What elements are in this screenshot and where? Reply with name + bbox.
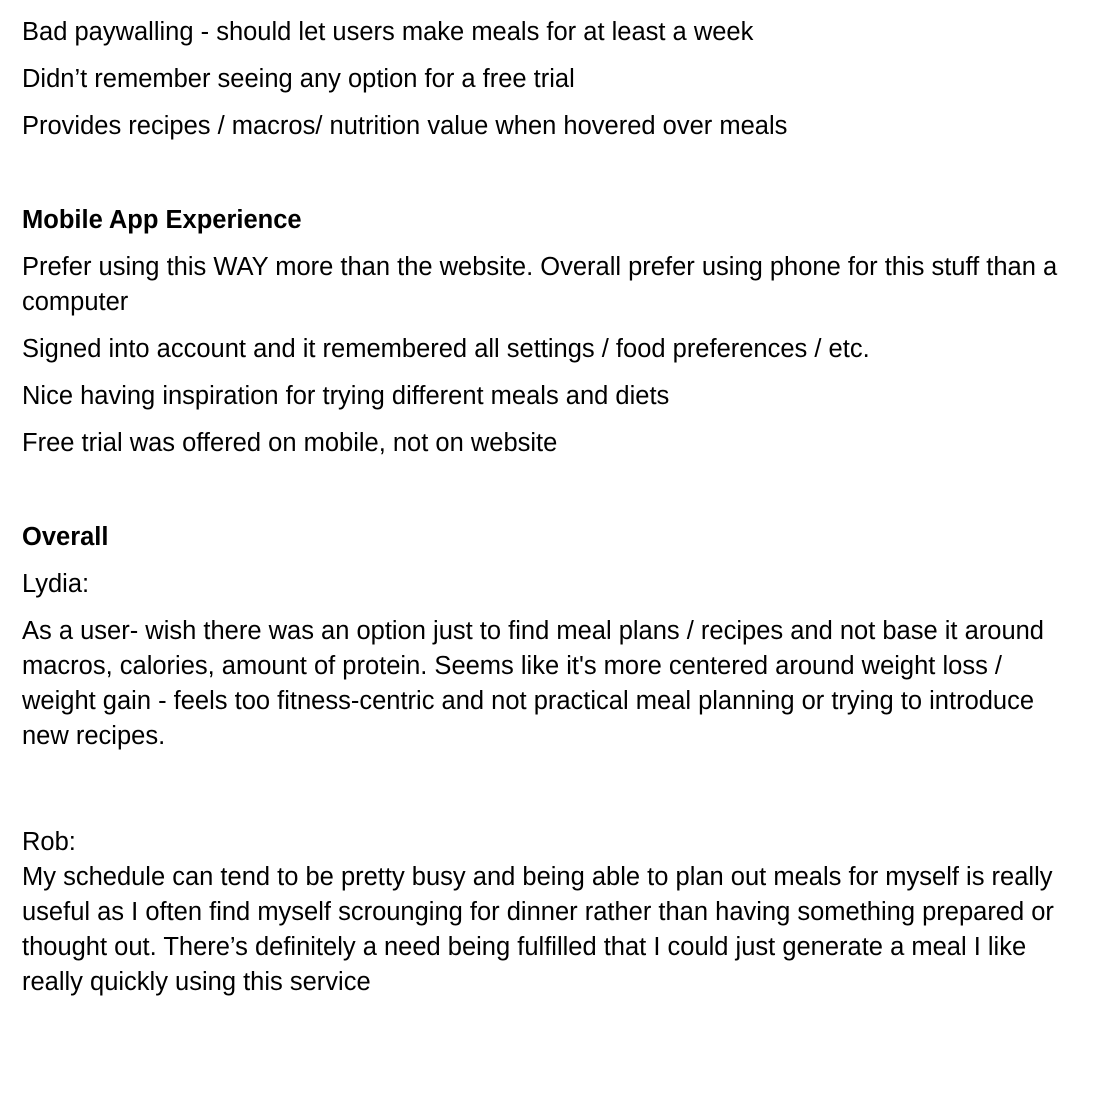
rob-comment: My schedule can tend to be pretty busy and being able to plan out meals for myself is really useful as I often find myself scrounging for dinner rather than having something prepared or thought out. There’s definitely a need being fulfilled that I could just generate a meal I like really quickly using this service xyxy=(22,863,1054,996)
mobile-section-heading: Mobile App Experience xyxy=(22,206,302,234)
spacer xyxy=(22,766,1082,825)
note-free-trial-missing: Didn’t remember seeing any option for a free trial xyxy=(22,65,575,93)
rob-name: Rob: xyxy=(22,828,76,856)
spacer xyxy=(22,473,1082,520)
lydia-comment: As a user- wish there was an option just to find meal plans / recipes and not base it around macros, calories, amount of protein. Seems like it's more centered around weight loss / weight gain - feels too fitness-centric and not practical meal planning or trying to introduce new recipes. xyxy=(22,617,1044,750)
lydia-name: Lydia: xyxy=(22,570,90,598)
note-recipes-hover: Provides recipes / macros/ nutrition value when hovered over meals xyxy=(22,112,788,140)
document-body xyxy=(22,15,1082,1000)
mobile-note-free-trial: Free trial was offered on mobile, not on website xyxy=(22,429,558,457)
note-paywalling: Bad paywalling - should let users make meals for at least a week xyxy=(22,18,754,46)
spacer xyxy=(22,156,1082,203)
mobile-note-inspiration: Nice having inspiration for trying different meals and diets xyxy=(22,382,670,410)
mobile-note-signed-in: Signed into account and it remembered all settings / food preferences / etc. xyxy=(22,335,870,363)
overall-section-heading: Overall xyxy=(22,523,109,551)
mobile-note-prefer: Prefer using this WAY more than the website. Overall prefer using phone for this stuff than a computer xyxy=(22,253,1058,316)
